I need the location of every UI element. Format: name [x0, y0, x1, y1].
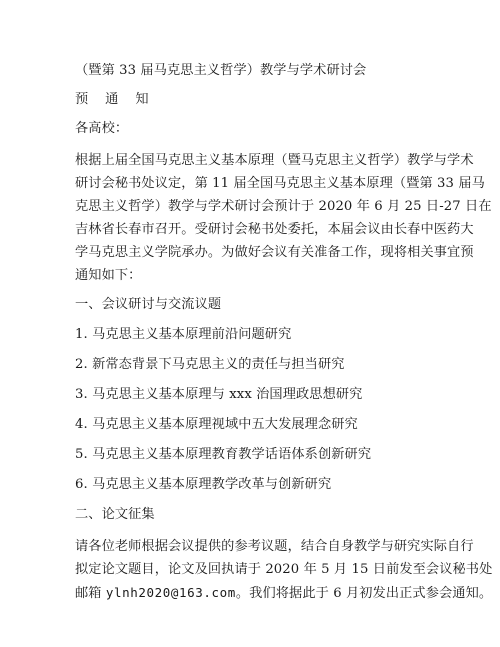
- document-title: （暨第 33 届马克思主义哲学）教学与学术研讨会: [75, 63, 367, 78]
- document-page: [75, 62, 493, 604]
- topic-item: 1. 马克思主义基本原理前沿问题研究: [75, 327, 292, 342]
- topic-item: 5. 马克思主义基本原理教育教学话语体系创新研究: [75, 447, 372, 462]
- paragraph-line: 吉林省长春市召开。受研讨会秘书处委托，本届会议由长春中医药大: [75, 222, 474, 237]
- email-prefix: 邮箱: [75, 586, 106, 601]
- paragraph-line: 请各位老师根据会议提供的参考议题，结合自身教学与研究实际自行: [75, 539, 474, 554]
- paragraph-line: 研讨会秘书处议定，第 11 届全国马克思主义基本原理（暨第 33 届马: [75, 176, 485, 191]
- paragraph-line: 根据上届全国马克思主义基本原理（暨马克思主义哲学）教学与学术: [75, 153, 474, 168]
- paragraph-line: 克思主义哲学）教学与学术研讨会预计于 2020 年 6 月 25 日-27 日在: [75, 199, 492, 214]
- topic-item: 3. 马克思主义基本原理与 xxx 治国理政思想研究: [75, 387, 363, 402]
- email-suffix: 。我们将据此于 6 月初发出正式参会通知。: [235, 586, 493, 601]
- email-address: ylnh2020@163.com: [105, 585, 236, 600]
- notice-heading: 预通知: [75, 92, 166, 107]
- topic-item: 2. 新常态背景下马克思主义的责任与担当研究: [75, 357, 345, 372]
- topic-item: 6. 马克思主义基本原理教学改革与创新研究: [75, 477, 332, 492]
- section-heading-topics: 一、会议研讨与交流议题: [75, 297, 222, 312]
- paragraph-line: 通知如下：: [75, 268, 142, 283]
- paragraph-line: 拟定论文题目，论文及回执请于 2020 年 5 月 15 日前发至会议秘书处: [75, 562, 493, 577]
- topic-item: 4. 马克思主义基本原理视域中五大发展理念研究: [75, 417, 358, 432]
- email-line: [75, 581, 493, 604]
- salutation: 各高校：: [75, 121, 129, 136]
- intro-paragraph: [75, 149, 492, 287]
- paragraph-line: 学马克思主义学院承办。为做好会议有关准备工作，现将相关事宜预: [75, 245, 474, 260]
- section-heading-papers: 二、论文征集: [75, 507, 155, 522]
- papers-paragraph: [75, 535, 493, 604]
